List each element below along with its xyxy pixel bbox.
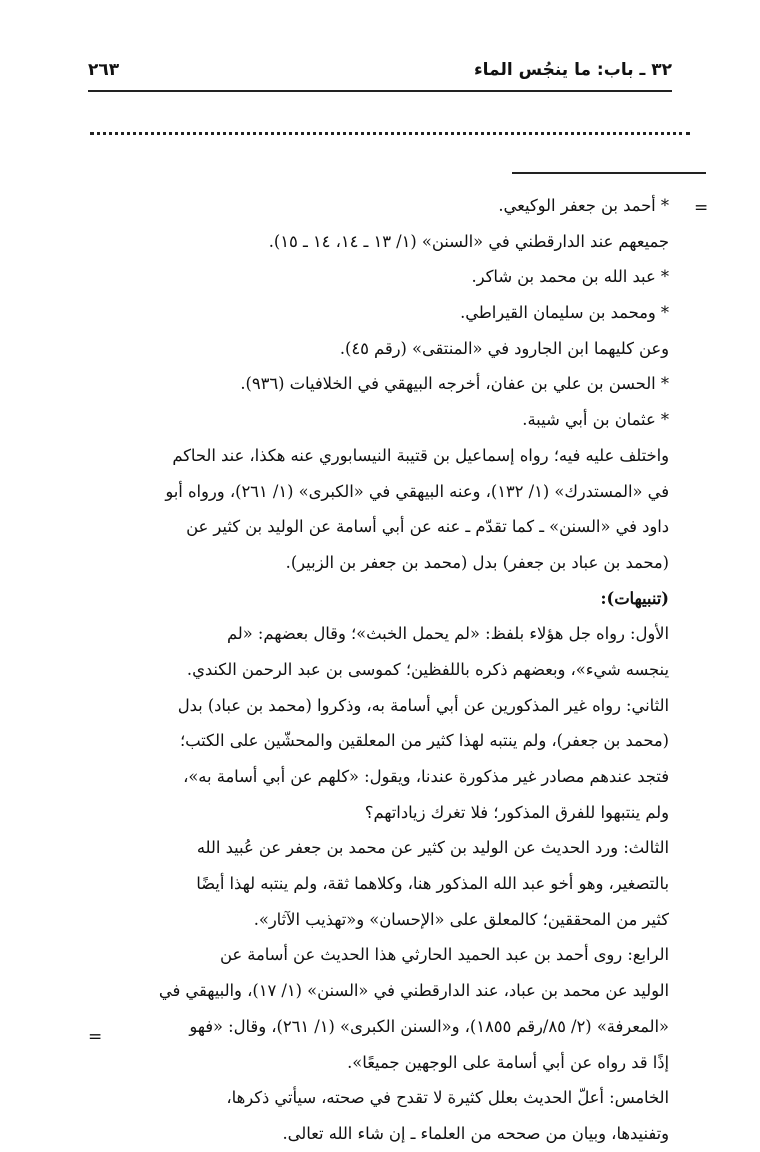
text-line: الأول: رواه جل هؤلاء بلفظ: «لم يحمل الخبث»؛ وقال بعضهم: «لم xyxy=(226,624,669,644)
text-line: واختلف عليه فيه؛ رواه إسماعيل بن قتيبة النيسابوري عنه هكذا، عند الحاكم xyxy=(172,445,669,465)
chapter-title: ٣٢ ـ باب: ما ينجُس الماء xyxy=(473,60,672,80)
page-number: ٢٦٣ xyxy=(88,60,120,80)
text-line: جميعهم عند الدارقطني في «السنن» (١/ ١٣ ـ ١٤، ١٤ ـ ١٥). xyxy=(268,231,669,251)
text-line: كثير من المحققين؛ كالمعلق على «الإحسان» و«تهذيب الآثار». xyxy=(253,909,669,929)
text-line: وعن كليهما ابن الجارود في «المنتقى» (رقم ٤٥). xyxy=(339,338,669,358)
running-header xyxy=(88,56,672,92)
text-line: ولم ينتبهوا للفرق المذكور؛ فلا تغرك زياداتهم؟ xyxy=(364,802,669,822)
text-line: * الحسن بن علي بن عفان، أخرجه البيهقي في الخلافيات (٩٣٦). xyxy=(240,374,669,394)
continuation-mark-bottom: = xyxy=(88,1027,103,1047)
text-line: وتفنيدها، وبيان من صححه من العلماء ـ إن شاء الله تعالى. xyxy=(282,1123,669,1143)
footnote-rule xyxy=(512,172,706,174)
text-line: الرابع: روى أحمد بن عبد الحميد الحارثي هذا الحديث عن أسامة عن xyxy=(219,945,669,965)
text-line: ينجسه شيء»، وبعضهم ذكره باللفظين؛ كموسى بن عبد الرحمن الكندي. xyxy=(186,659,669,679)
text-line: (محمد بن جعفر)، ولم ينتبه لهذا كثير من المعلقين والمحشّين على الكتب؛ xyxy=(179,731,669,751)
text-line: «المعرفة» (٢/ ٨٥/رقم ١٨٥٥)، و«السنن الكبرى» (١/ ٢٦١)، وقال: «فهو xyxy=(189,1016,669,1036)
text-line: الخامس: أعلّ الحديث بعلل كثيرة لا تقدح في صحته، سيأتي ذكرها، xyxy=(226,1088,669,1108)
text-line: بالتصغير، وهو أخو عبد الله المذكور هنا، وكلاهما ثقة، ولم ينتبه لهذا أيضًا xyxy=(196,874,669,894)
text-line: * عبد الله بن محمد بن شاكر. xyxy=(471,267,669,287)
text-line: داود في «السنن» ـ كما تقدّم ـ عنه عن أبي أسامة عن الوليد بن كثير عن xyxy=(186,517,669,537)
dotted-separator xyxy=(90,132,690,135)
section-heading: (تنبيهات): xyxy=(600,588,669,608)
text-line: فتجد عندهم مصادر غير مذكورة عندنا، ويقول: «كلهم عن أبي أسامة به»، xyxy=(183,767,669,786)
text-line: الثالث: ورد الحديث عن الوليد بن كثير عن محمد بن جعفر عن عُبيد الله xyxy=(196,838,669,858)
text-line: * عثمان بن أبي شيبة. xyxy=(522,410,669,430)
continuation-mark-top: = xyxy=(694,198,709,218)
text-line: الثاني: رواه غير المذكورين عن أبي أسامة به، وذكروا (محمد بن عباد) بدل xyxy=(177,695,669,715)
text-line: * ومحمد بن سليمان القيراطي. xyxy=(460,303,669,323)
footnote-text xyxy=(88,188,669,1152)
text-line: في «المستدرك» (١/ ١٣٢)، وعنه البيهقي في «الكبرى» (١/ ٢٦١)، ورواه أبو xyxy=(165,481,669,501)
text-line: * أحمد بن جعفر الوكيعي. xyxy=(498,196,669,215)
text-line: (محمد بن عباد بن جعفر) بدل (محمد بن جعفر بن الزبير). xyxy=(285,552,669,572)
text-line: إذًا قد رواه عن أبي أسامة على الوجهين جميعًا». xyxy=(347,1052,669,1072)
text-line: الوليد عن محمد بن عباد، عند الدارقطني في «السنن» (١/ ١٧)، والبيهقي في xyxy=(158,981,669,1001)
